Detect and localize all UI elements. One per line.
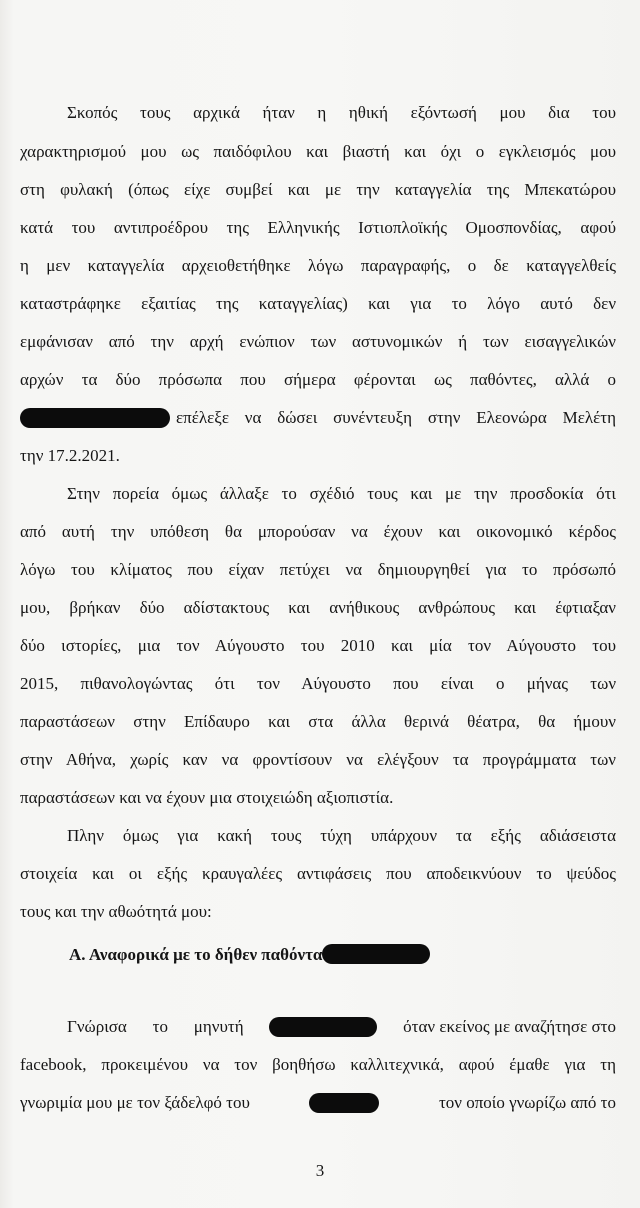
text-line (20, 407, 616, 429)
redaction-bar (269, 1017, 377, 1037)
redaction-bar (322, 944, 430, 964)
text-line: τους και την αθωότητά μου: (20, 902, 212, 921)
text-line: facebook, προκειμένου να τον βοηθήσω καλλιτεχνικά, αφού έμαθε για τη (20, 1055, 616, 1074)
text-line (20, 1092, 616, 1114)
text-line: στην Αθήνα, χωρίς καν να φροντίσουν να ελέγξουν τα προγράμματα των (20, 750, 616, 769)
text-segment: μηνυτή (193, 1017, 244, 1036)
text-line: στη φυλακή (όπως είχε συμβεί και με την καταγγελία της Μπεκατώρου (20, 180, 616, 199)
text-line: δύο ιστορίες, μια τον Αύγουστο του 2010 και μία τον Αύγουστο του (20, 636, 616, 655)
redaction-bar (309, 1093, 379, 1113)
text-line: κατά του αντιπροέδρου της Ελληνικής Ιστιοπλοϊκής Ομοσπονδίας, αφού (20, 218, 616, 237)
text-segment: όταν εκείνος με αναζήτησε στο (403, 1017, 616, 1036)
text-line: την 17.2.2021. (20, 446, 120, 465)
text-line: παραστάσεων στην Επίδαυρο και στα άλλα θερινά θέατρα, θα ήμουν (20, 712, 616, 731)
text-segment: το (152, 1017, 168, 1036)
text-segment: τον οποίο γνωρίζω από το (438, 1093, 616, 1112)
heading-text: Α. Αναφορικά με το δήθεν παθόντα (69, 945, 323, 964)
text-line: χαρακτηρισμού μου ως παιδόφιλου και βιαστή και όχι ο εγκλεισμός μου (20, 142, 616, 161)
page-number: 3 (315, 1161, 325, 1180)
text-segment: επέλεξε να δώσει συνέντευξη στην Ελεονώρα Μελέτη (176, 408, 616, 427)
section-heading (69, 944, 430, 966)
text-segment: γνωριμία μου με τον ξάδελφό του (20, 1093, 250, 1112)
text-line: μου, βρήκαν δύο αδίστακτους και ανήθικους ανθρώπους και έφτιαξαν (20, 598, 616, 617)
text-line: Στην πορεία όμως άλλαξε το σχέδιό τους και με την προσδοκία ότι (67, 484, 616, 503)
text-line: καταστράφηκε εξαιτίας της καταγγελίας) και για το λόγο αυτό δεν (20, 294, 616, 313)
redaction-bar (20, 408, 170, 428)
text-line: παραστάσεων και να έχουν μια στοιχειώδη αξιοπιστία. (20, 788, 394, 807)
text-line: Σκοπός τους αρχικά ήταν η ηθική εξόντωσή μου δια του (67, 103, 616, 122)
text-line (67, 1016, 616, 1038)
text-line: η μεν καταγγελία αρχειοθετήθηκε λόγω παραγραφής, ο δε καταγγελθείς (20, 256, 616, 275)
text-line: εμφάνισαν από την αρχή ενώπιον των αστυνομικών ή των εισαγγελικών (20, 332, 616, 351)
text-line: Πλην όμως για κακή τους τύχη υπάρχουν τα εξής αδιάσειστα (67, 826, 616, 845)
text-segment: Γνώρισα (67, 1017, 127, 1036)
text-line: 2015, πιθανολογώντας ότι τον Αύγουστο που είναι ο μήνας των (20, 674, 616, 693)
text-line: από αυτή την υπόθεση θα μπορούσαν να έχουν και οικονομικό κέρδος (20, 522, 616, 541)
text-line: αρχών τα δύο πρόσωπα που σήμερα φέρονται ως παθόντες, αλλά ο (20, 370, 616, 389)
text-line: στοιχεία και οι εξής κραυγαλέες αντιφάσεις που αποδεικνύουν το ψεύδος (20, 864, 616, 883)
text-line: λόγω του κλίματος που είχαν πετύχει να δημιουργηθεί για το πρόσωπό (20, 560, 616, 579)
